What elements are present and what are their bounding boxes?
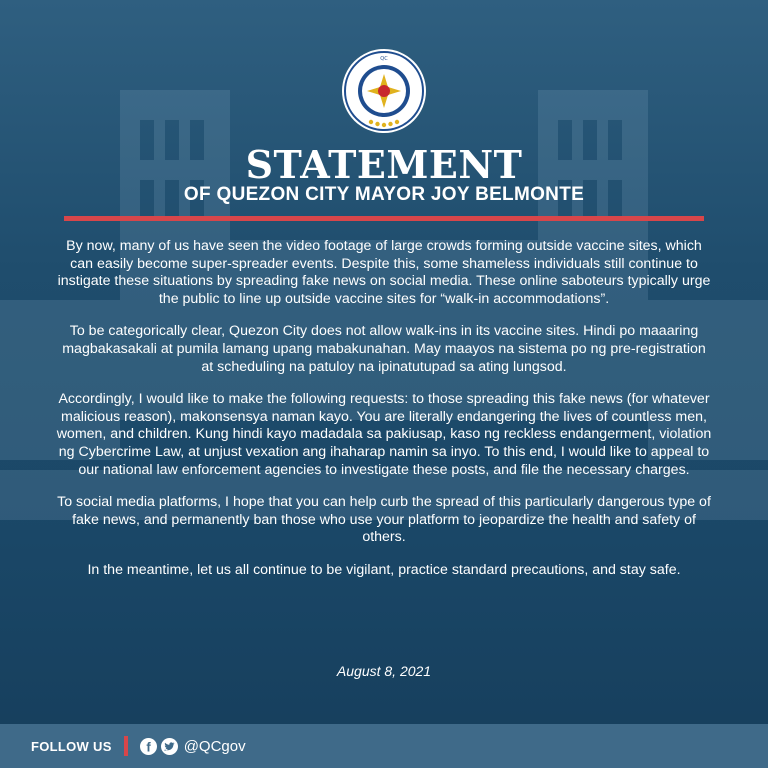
- paragraph: To be categorically clear, Quezon City does not allow walk-ins in its vaccine sites. Hindi po maaaring magbakasakali at pumila lamang upang mabakunahan. May maayos na sistema po ng pre-registration at scheduling na patuloy na ipinatutupad sa ating lungsod.: [62, 323, 706, 375]
- quezon-city-seal-logo: [341, 48, 427, 134]
- page-title: STATEMENT: [245, 142, 523, 187]
- paragraph: By now, many of us have seen the video footage of large crowds forming outside vaccine sites, which can easily become super-spreader events. Despite this, some shameless individuals still continue to instigate these situations by spreading fake news on social media. These online saboteurs typically urge the public to line up outside vaccine sites for “walk-in accommodations”.: [57, 238, 711, 307]
- statement-body: [56, 238, 712, 595]
- title-divider: [64, 216, 704, 221]
- svg-text:f: f: [146, 739, 151, 754]
- footer-divider: [124, 736, 128, 756]
- social-handle[interactable]: @QCgov: [183, 737, 246, 755]
- svg-text:QC: QC: [380, 56, 388, 62]
- paragraph: To social media platforms, I hope that you can help curb the spread of this particularly dangerous type of fake news, and permanently ban those who use your platform to jeopardize the health and safety of others.: [57, 494, 711, 546]
- paragraph: In the meantime, let us all continue to be vigilant, practice standard precautions, and stay safe.: [87, 561, 681, 578]
- statement-date: August 8, 2021: [336, 663, 432, 679]
- twitter-icon[interactable]: [161, 738, 178, 755]
- facebook-icon[interactable]: [140, 738, 157, 755]
- page-subtitle: OF QUEZON CITY MAYOR JOY BELMONTE: [183, 184, 585, 205]
- paragraph: Accordingly, I would like to make the following requests: to those spreading this fake news (for whatever malicious reason), makonsensya naman kayo. You are literally endangering the lives of countless men, women, and children. Kung hindi kayo madadala sa pakiusap, kaso ng reckless endangerment, violation ng Cybercrime Law, at unjust vexation ang ihaharap namin sa inyo. To this end, I would like to appeal to our national law enforcement agencies to investigate these posts, and file the necessary charges.: [56, 391, 712, 478]
- footer-bar: [0, 724, 768, 768]
- follow-us-label: FOLLOW US: [31, 738, 112, 754]
